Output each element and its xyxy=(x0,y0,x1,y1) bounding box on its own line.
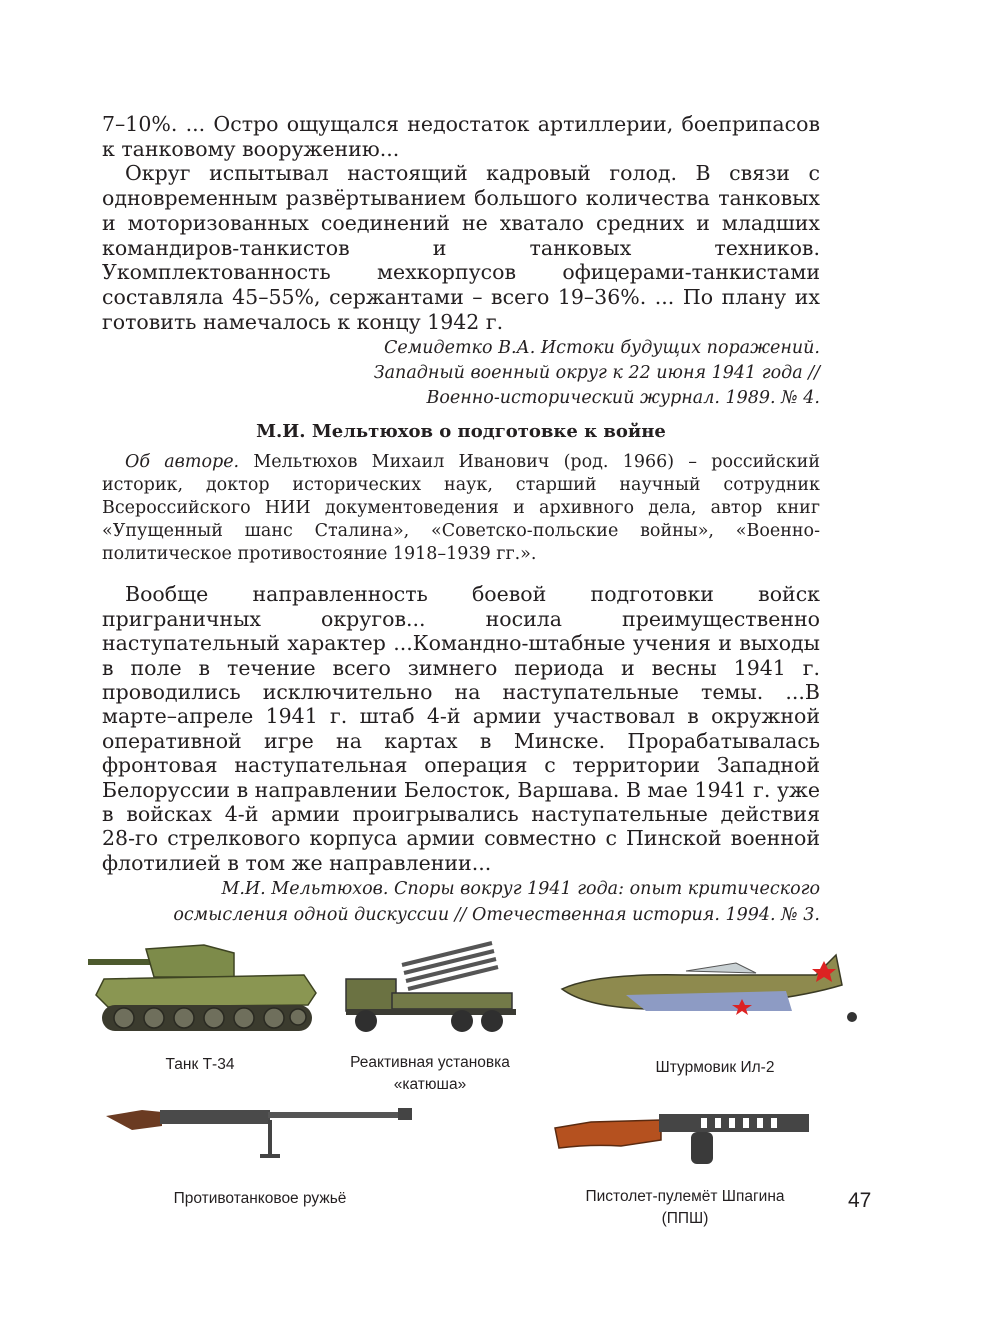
citation-meltyukhov xyxy=(102,877,820,928)
caption-tank: Танк Т-34 xyxy=(165,1056,235,1073)
caption-il2: Штурмовик Ил-2 xyxy=(655,1059,775,1076)
paragraph-continuation: 7–10%. ... Остро ощущался недостаток артиллерии, боеприпасов к танковому вооружению... xyxy=(102,112,820,161)
about-author xyxy=(102,451,820,566)
citation-line: осмысления одной дискуссии // Отечественная история. 1994. № 3. xyxy=(173,904,820,925)
ppsh-illustration xyxy=(551,1098,813,1170)
about-text: Мельтюхов Михаил Иванович (род. 1966) – российский историк, доктор исторических наук, старший научный сотрудник Всероссийского НИИ документоведения и архивного дела, автор книг «Упущенный шанс Сталина», «Советско-польские войны», «Военно-политическое противостояние 1918–1939 гг.». xyxy=(102,452,820,565)
caption-ppsh xyxy=(560,1186,810,1230)
citation-line: Семидетко В.А. Истоки будущих поражений. xyxy=(383,338,820,359)
tank-t34-illustration xyxy=(84,935,320,1035)
section-heading: М.И. Мельтюхов о подготовке к войне xyxy=(256,421,666,443)
caption-line: (ППШ) xyxy=(661,1210,709,1227)
caption-line: «катюша» xyxy=(393,1076,467,1093)
caption-antitank-rifle: Противотанковое ружьё xyxy=(173,1190,347,1207)
paragraph-cadre-shortage: Округ испытывал настоящий кадровый голод. В связи с одновременным развёртыванием большого количества танковых и моторизованных соединений не хватало средних и младших командиров-танкистов и танковых техников. Укомплектованность мехкорпусов офицерами-танкистами составляла 45–55%, сержантами – всего 19–36%. ... По плану их готовить намечалось к концу 1942 г. xyxy=(102,161,820,334)
citation-line: Западный военный округ к 22 июня 1941 года // xyxy=(373,363,820,384)
page-text xyxy=(102,112,820,928)
paragraph-meltyukhov: Вообще направленность боевой подготовки войск приграничных округов... носила преимущественно наступательный характер ...Командно-штабные учения и выходы в поле в течение всего зимнего периода и весны 1941 г. проводились исключительно на наступательные темы. ...В марте–апреле 1941 г. штаб 4-й армии участвовал в окружной оперативной игре на картах в Минске. Прорабатывалась фронтовая наступательная операция с территории Западной Белоруссии в направлении Белосток, Варшава. В мае 1941 г. уже в войсках 4-й армии проигрывались наступательные действия 28-го стрелкового корпуса армии совместно с Пинской военной флотилией в том же направлении... xyxy=(102,582,820,875)
caption-line: Пистолет-пулемёт Шпагина xyxy=(585,1188,785,1205)
il2-illustration xyxy=(556,945,868,1035)
caption-line: Реактивная установка xyxy=(350,1054,510,1071)
antitank-rifle-illustration xyxy=(102,1096,418,1166)
katyusha-illustration xyxy=(342,935,522,1035)
citation-line: Военно-исторический журнал. 1989. № 4. xyxy=(426,388,820,409)
citation-line: М.И. Мельтюхов. Споры вокруг 1941 года: опыт критического xyxy=(221,879,820,900)
page-number: 47 xyxy=(848,1189,872,1212)
citation-semidetko xyxy=(102,336,820,411)
about-label: Об авторе. xyxy=(125,452,240,473)
caption-katyusha xyxy=(325,1052,535,1096)
